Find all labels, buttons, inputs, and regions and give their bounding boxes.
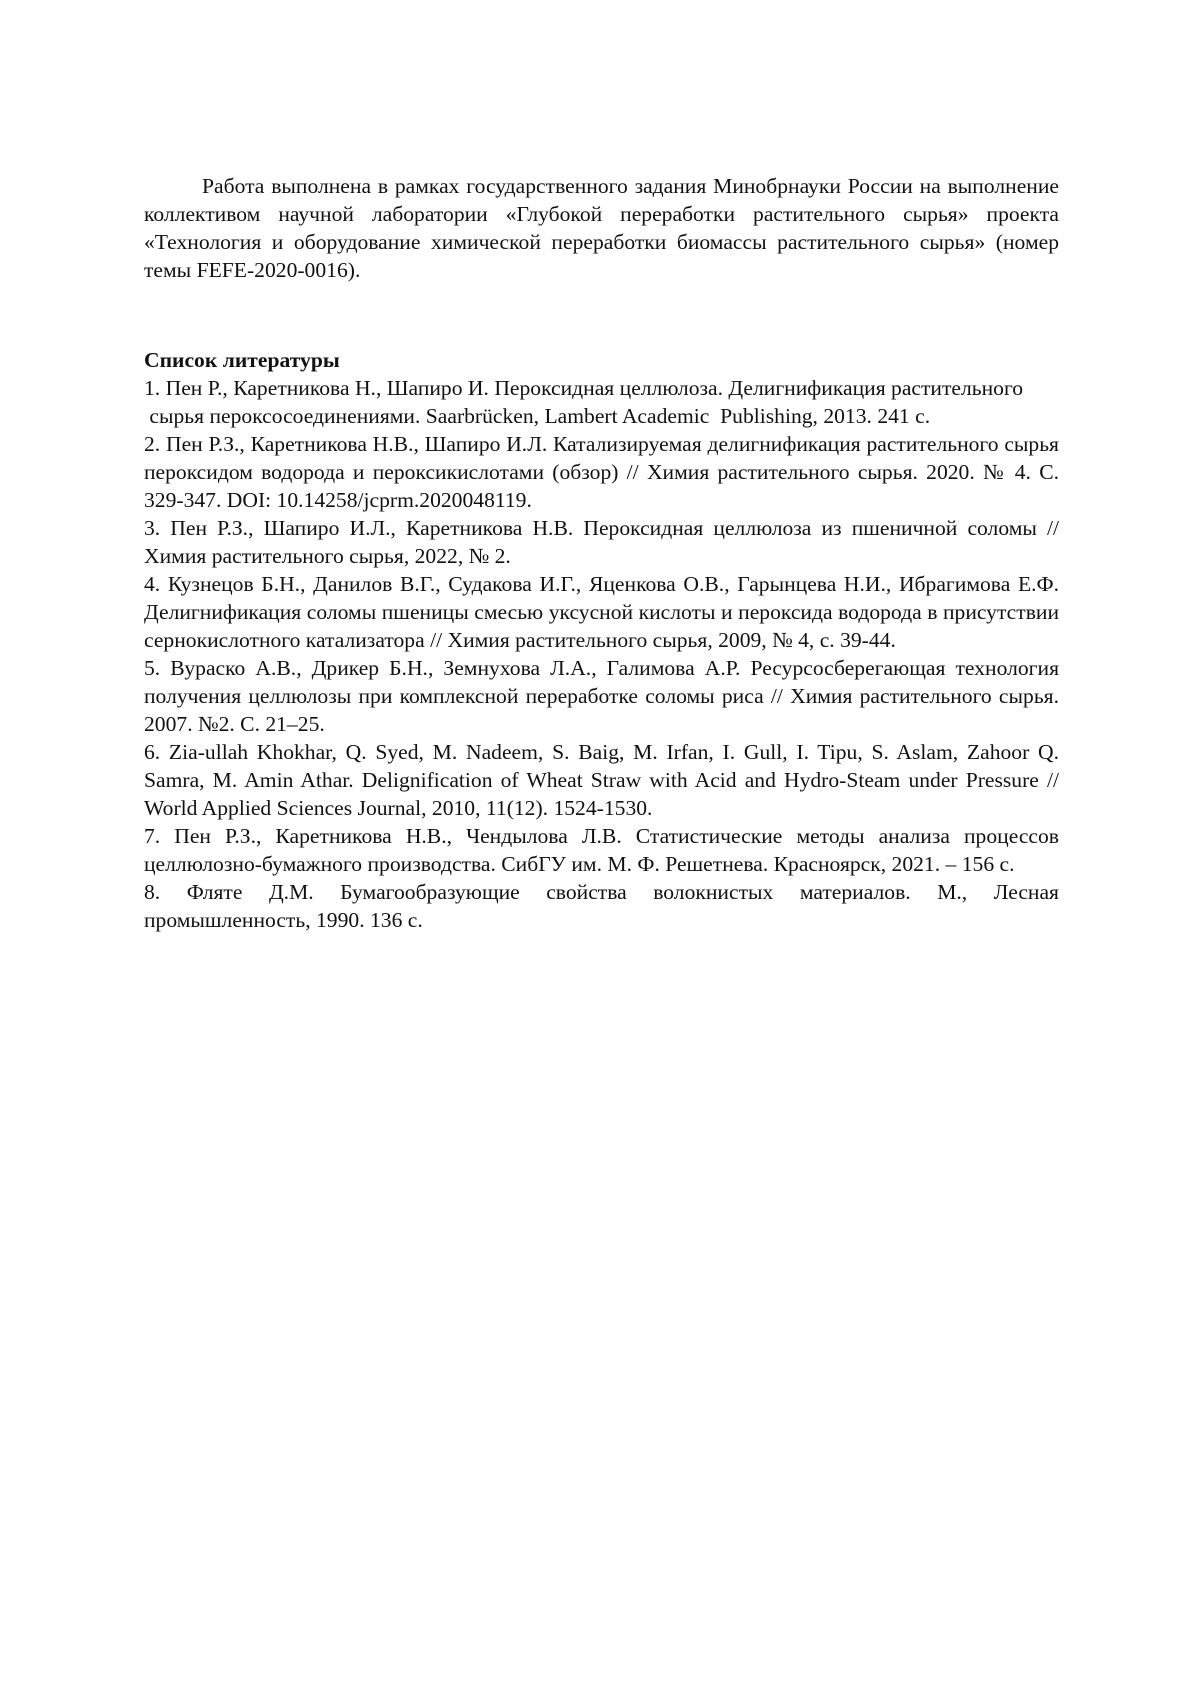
references-heading: Список литературы (144, 348, 340, 372)
reference-item (144, 374, 1059, 430)
document-page (144, 172, 1059, 934)
reference-item: 3. Пен Р.З., Шапиро И.Л., Каретникова Н.В. Пероксидная целлюлоза из пшеничной соломы // Химия растительного сырья, 2022, № 2. (144, 516, 1059, 568)
reference-item: 5. Вураско А.В., Дрикер Б.Н., Земнухова Л.А., Галимова А.Р. Ресурсосберегающая технология получения целлюлозы при комплексной переработке соломы риса // Химия растительного сырья. 2007. №2. С. 21–25. (144, 656, 1059, 736)
reference-item: 2. Пен Р.З., Каретникова Н.В., Шапиро И.Л. Катализируемая делигнификация растительного сырья пероксидом водорода и пероксикислотами (обзор) // Химия растительного сырья. 2020. № 4. С. 329-347. DOI: 10.14258/jcprm.2020048119. (144, 432, 1059, 512)
reference-item: 7. Пен Р.З., Каретникова Н.В., Чендылова Л.В. Статистические методы анализа процессов целлюлозно-бумажного производства. СибГУ им. М. Ф. Решетнева. Красноярск, 2021. – 156 с. (144, 824, 1059, 876)
reference-item-line: 1. Пен Р., Каретникова Н., Шапиро И. Пероксидная целлюлоза. Делигнификация растительного (144, 376, 1024, 400)
reference-item: 8. Фляте Д.М. Бумагообразующие свойства волокнистых материалов. М., Лесная промышленность, 1990. 136 с. (144, 880, 1059, 932)
acknowledgement-paragraph: Работа выполнена в рамках государственного задания Минобрнауки России на выполнение коллективом научной лаборатории «Глубокой переработки растительного сырья» проекта «Технология и оборудование химической переработки биомассы растительного сырья» (номер темы FEFE-2020-0016). (144, 174, 1059, 282)
reference-item: 4. Кузнецов Б.Н., Данилов В.Г., Судакова И.Г., Яценкова О.В., Гарынцева Н.И., Ибрагимова Е.Ф. Делигнификация соломы пшеницы смесью уксусной кислоты и пероксида водорода в присутствии сернокислотного катализатора // Химия растительного сырья, 2009, № 4, с. 39-44. (144, 572, 1059, 652)
reference-item: 6. Zia-ullah Khokhar, Q. Syed, M. Nadeem, S. Baig, M. Irfan, I. Gull, I. Tipu, S. Aslam, Zahoor Q. Samra, M. Amin Athar. Delignification of Wheat Straw with Acid and Hydro-Steam under Pressure // World Applied Sciences Journal, 2010, 11(12). 1524-1530. (144, 740, 1059, 820)
reference-item-line: сырья пероксосоединениями. Saarbrücken, Lambert Academic Publishing, 2013. 241 с. (144, 404, 931, 428)
references-list (144, 374, 1059, 934)
